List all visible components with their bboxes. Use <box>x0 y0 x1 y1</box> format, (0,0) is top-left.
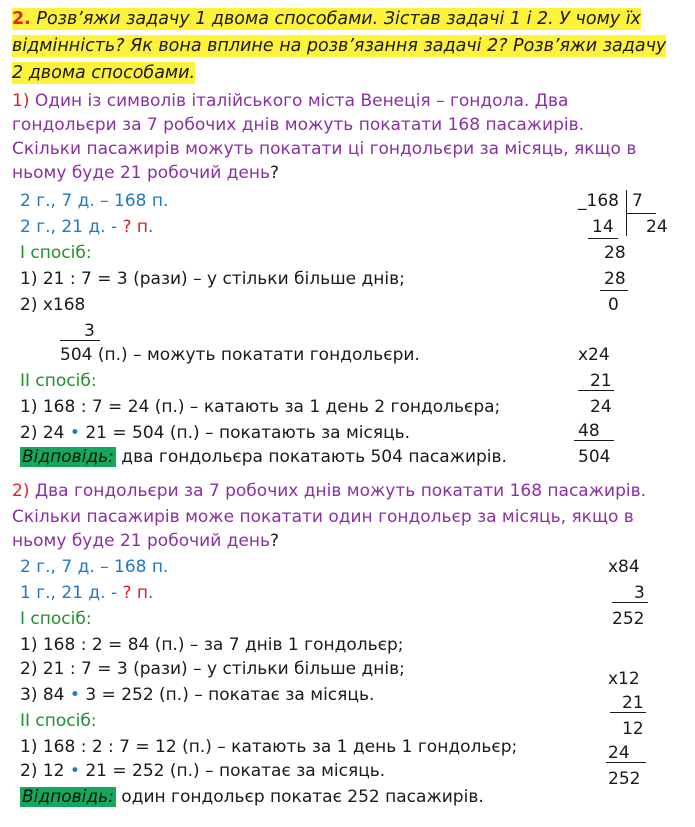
problem1-way2-step1: 1) 168 : 7 = 24 (п.) – катають за 1 день 2 гондольєра; <box>20 397 501 417</box>
problem2-way2-step2-a: 2) 12 <box>20 761 70 781</box>
problem2-condition-2 <box>20 582 153 604</box>
mult2-underline <box>612 602 648 603</box>
task-line-2: відмінність? Як вона вплине на розв’язання задачі 2? Розв’яжи задачу <box>12 36 667 56</box>
problem2-question-mark: ? <box>270 531 280 551</box>
problem1-condition-1: 2 г., 7 д. – 168 п. <box>20 191 169 211</box>
mult1-underline-1 <box>578 390 614 391</box>
problem1-way2-heading: ІІ спосіб: <box>20 371 97 391</box>
problem2-way1-step2: 2) 21 : 7 = 3 (рази) – у стільки більше днів; <box>20 659 405 679</box>
problem2-way1-step3-b: 3 = 252 (п.) – покатає за місяць. <box>79 685 375 705</box>
problem1-answer <box>20 446 507 468</box>
task-line-3: 2 двома способами. <box>12 63 196 83</box>
division-remainder1: 28 <box>604 243 626 263</box>
problem2-condition-1: 2 г., 7 д. – 168 п. <box>20 557 169 577</box>
problem1-condition-2-text: 2 г., 21 д. - <box>20 217 123 237</box>
problem1-way2-step2-b: 21 = 504 (п.) – покатають за місяць. <box>79 423 411 443</box>
problem1-way1-result: 504 (п.) – можуть покатати гондольєри. <box>60 345 420 365</box>
mult1-partial-1: 24 <box>590 397 612 417</box>
division-sub2-underline <box>600 290 628 291</box>
problem1-way2-step2-a: 2) 24 <box>20 423 70 443</box>
mult2-factor-b: 3 <box>634 583 645 603</box>
mult2-factor-a: х84 <box>608 557 640 577</box>
problem2-condition-2-end: . <box>148 583 154 603</box>
problem2-way2-step1: 1) 168 : 2 : 7 = 12 (п.) – катають за 1 день 1 гондольєр; <box>20 737 518 757</box>
answer-label: Відповідь: <box>22 787 114 807</box>
mult3-underline-2 <box>606 762 646 763</box>
problem2-way1-step3-a: 3) 84 <box>20 685 70 705</box>
problem1-line-2: гондольєри за 7 робочих днів можуть покатати 168 пасажирів. <box>12 115 585 135</box>
problem1-line-4 <box>12 162 279 184</box>
problem1-text-1: Один із символів італійського міста Венеція – гондола. Два <box>29 91 569 111</box>
division-sub2: 28 <box>604 269 626 289</box>
answer-text: два гондольєра покатають 504 пасажирів. <box>115 447 507 467</box>
multiply-dot-icon: • <box>69 685 80 705</box>
task-text-1: Розв’яжи задачу 1 двома способами. Зістав задачі 1 і 2. У чому їх <box>36 9 641 29</box>
problem1-way1-step2: 2) х168 <box>20 295 86 315</box>
problem2-answer <box>20 786 484 808</box>
problem1-condition-2 <box>20 216 153 238</box>
problem2-way1-heading: І спосіб: <box>20 609 92 629</box>
problem1-way2-step2 <box>20 422 410 444</box>
division-divisor: 7 <box>632 191 643 211</box>
problem2-way2-step2 <box>20 760 385 782</box>
problem2-way2-step2-b: 21 = 252 (п.) – покатає за місяць. <box>79 761 386 781</box>
mult3-underline-1 <box>610 712 646 713</box>
task-statement <box>12 6 684 87</box>
division-quotient: 24 <box>646 217 668 237</box>
problem2-text-3: ньому буде 21 робочий день <box>12 531 270 551</box>
problem2-line-1 <box>12 480 646 502</box>
problem2-way2-heading: ІІ спосіб: <box>20 711 97 731</box>
problem1-line-3: Скільки пасажирів можуть покатати ці гондольєри за місяць, якщо в <box>12 139 637 159</box>
division-rest: 0 <box>608 295 619 315</box>
mult1-underline-2 <box>574 440 614 441</box>
division-dividend: _168 <box>578 191 619 211</box>
mult1-factor-b: 21 <box>590 371 612 391</box>
problem2-way1-step3 <box>20 684 374 706</box>
problem1-question-mark: ? <box>270 163 280 183</box>
mult1-partial-2: 48 <box>578 421 600 441</box>
problem1-number: 1) <box>12 91 30 111</box>
mult3-factor-a: х12 <box>608 669 640 689</box>
division-sub1-underline <box>588 238 618 239</box>
problem1-condition-2-end: . <box>148 217 154 237</box>
multiply-dot-icon: • <box>69 761 80 781</box>
mult2-result: 252 <box>612 609 645 629</box>
problem1-way1-underline <box>60 340 100 341</box>
problem1-way1-heading: І спосіб: <box>20 243 92 263</box>
problem1-line-1 <box>12 90 568 112</box>
problem2-condition-2-text: 1 г., 21 д. - <box>20 583 123 603</box>
problem2-number: 2) <box>12 481 30 501</box>
problem2-text-1: Два гондольєри за 7 робочих днів можуть покатати 168 пасажирів. <box>29 481 647 501</box>
mult3-factor-b: 21 <box>622 693 644 713</box>
problem2-line-3 <box>12 530 279 552</box>
problem2-line-2: Скільки пасажирів може покатати один гондольєр за місяць, якщо в <box>12 507 634 527</box>
answer-label: Відповідь: <box>22 447 114 467</box>
division-sub1: 14 <box>592 217 614 237</box>
mult3-partial-2: 24 <box>608 743 630 763</box>
problem1-condition-question: ? п <box>122 217 149 237</box>
problem2-way1-step1: 1) 168 : 2 = 84 (п.) – за 7 днів 1 гондольєр; <box>20 635 404 655</box>
mult3-partial-1: 12 <box>622 719 644 739</box>
mult3-result: 252 <box>608 769 641 789</box>
mult1-result: 504 <box>578 447 611 467</box>
division-divisor-underline <box>626 213 656 214</box>
multiply-dot-icon: • <box>69 423 80 443</box>
problem1-way1-multiplier: 3 <box>84 321 95 341</box>
task-number: 2. <box>12 9 31 29</box>
task-line-1 <box>12 8 641 30</box>
mult1-factor-a: х24 <box>578 345 610 365</box>
problem1-text-4: ньому буде 21 робочий день <box>12 163 270 183</box>
problem1-way1-step1: 1) 21 : 7 = 3 (рази) – у стільки більше днів; <box>20 269 405 289</box>
problem2-condition-question: ? п <box>122 583 149 603</box>
answer-text: один гондольєр покатає 252 пасажирів. <box>115 787 484 807</box>
